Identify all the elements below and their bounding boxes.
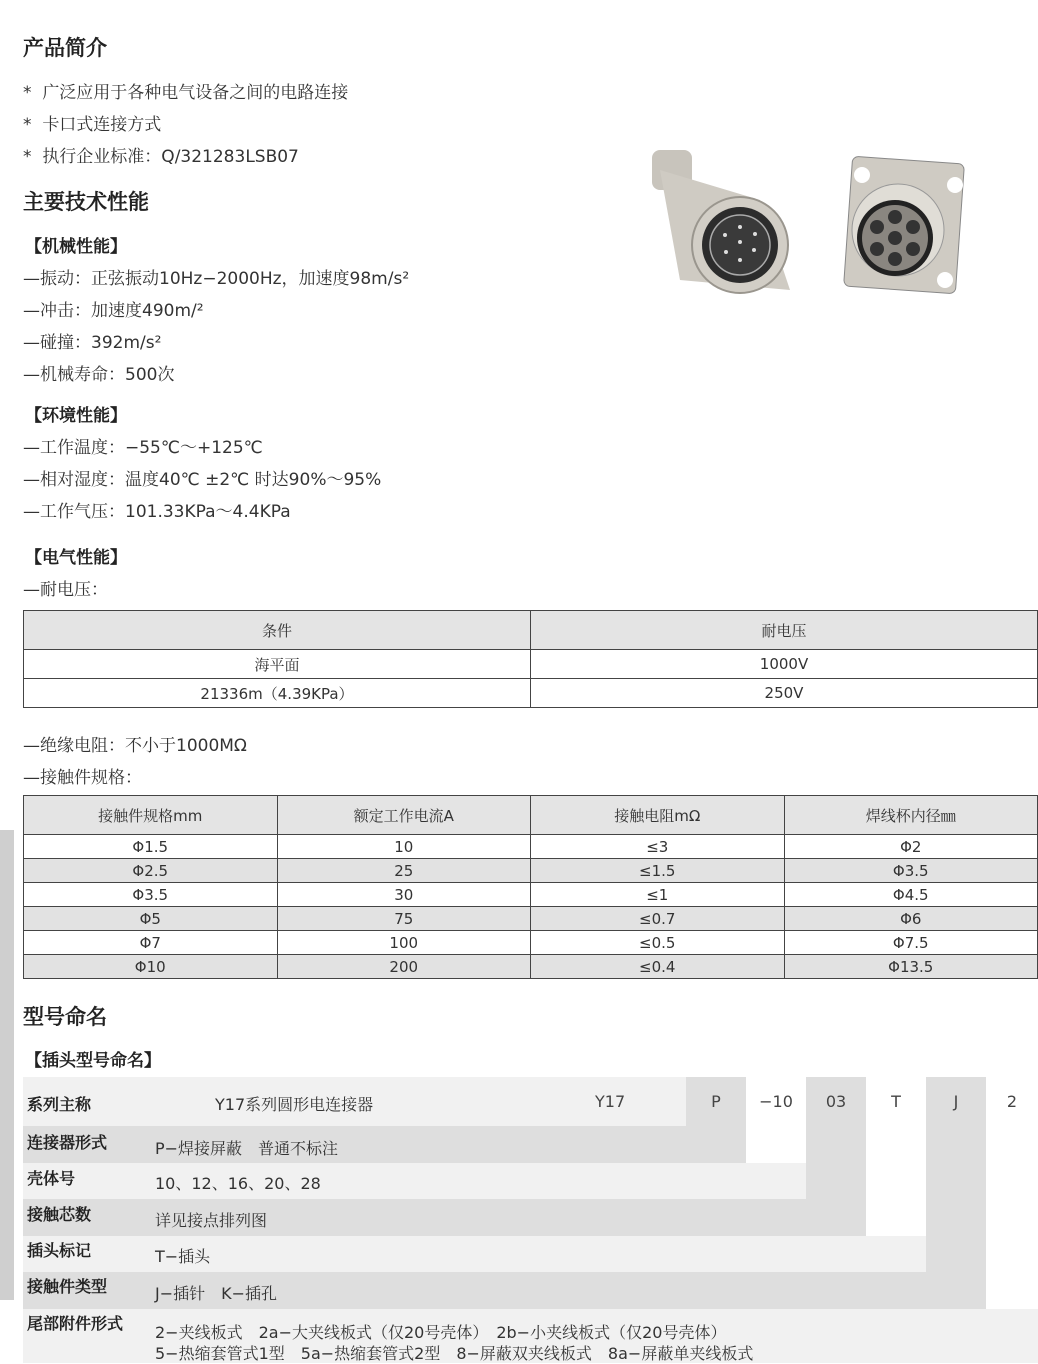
header-cell: 耐电压 [531,611,1038,650]
cell: Φ10 [24,955,278,979]
cell: Φ5 [24,907,278,931]
header-cell: 焊线杯内径㎜ [784,796,1038,835]
cell: Φ6 [784,907,1038,931]
header-cell: 接触件规格mm [24,796,278,835]
naming-subtitle: 【插头型号命名】 [25,1051,161,1071]
cell: ≤0.4 [531,955,785,979]
cell: Φ7 [24,931,278,955]
table-row [24,679,1038,708]
code-series: Y17 [595,1092,626,1111]
naming-row-label: 尾部附件形式 [27,1314,124,1333]
cell: ≤1.5 [531,859,785,883]
naming-row-value: J−插针 K−插孔 [155,1284,278,1303]
table-row [24,907,1038,931]
intro-title: 产品简介 [23,36,107,60]
cell: Φ3.5 [784,859,1038,883]
cell: Φ4.5 [784,883,1038,907]
cell: 100 [277,931,531,955]
naming-row-label: 接触芯数 [27,1205,92,1224]
cell: 250V [531,679,1038,708]
naming-row-label: 壳体号 [27,1169,76,1188]
specs-title: 主要技术性能 [23,190,149,214]
spec-line: —相对湿度：温度40℃ ±2℃ 时达90%～95% [23,470,382,490]
receptacle-connector-image [844,156,965,293]
cell: 75 [277,907,531,931]
cell: Φ7.5 [784,931,1038,955]
cell: Φ3.5 [24,883,278,907]
code-plug-mark: T [891,1092,901,1111]
side-tab [0,830,14,1300]
bullet-1: * 广泛应用于各种电气设备之间的电路连接 [23,83,349,103]
naming-row-value: 10、12、16、20、28 [155,1174,321,1193]
naming-row-value: 2−夹线板式 2a−大夹线板式（仅20号壳体） 2b−小夹线板式（仅20号壳体） [155,1323,727,1342]
cell: ≤0.5 [531,931,785,955]
electrical-label: 【电气性能】 [25,548,127,568]
naming-row-value-2: 5−热缩套管式1型 5a−热缩套管式2型 8−屏蔽双夹线板式 8a−屏蔽单夹线板式 [155,1344,754,1363]
voltage-table [23,610,1038,708]
bullet-2: * 卡口式连接方式 [23,115,162,135]
naming-row-label: 插头标记 [27,1241,92,1260]
cell: 200 [277,955,531,979]
cell: ≤3 [531,835,785,859]
cell: 10 [277,835,531,859]
bullet-3: * 执行企业标准：Q/321283LSB07 [23,147,299,167]
table-row [24,883,1038,907]
contact-label: —接触件规格： [23,768,142,788]
naming-row-value: T−插头 [155,1247,211,1266]
cell: 25 [277,859,531,883]
insulation-resistance: —绝缘电阻：不小于1000MΩ [23,736,247,756]
plug-connector-image [652,150,790,293]
code-shell-size: −10 [759,1092,793,1111]
table-row [24,835,1038,859]
cell: ≤0.7 [531,907,785,931]
cell: ≤1 [531,883,785,907]
code-contact-type: J [953,1092,959,1111]
cell: Φ13.5 [784,955,1038,979]
series-description: Y17系列圆形电连接器 [215,1095,374,1114]
header-cell: 接触电阻mΩ [531,796,785,835]
cell: 30 [277,883,531,907]
cell: Φ2.5 [24,859,278,883]
mechanical-label: 【机械性能】 [25,237,127,257]
table-row [24,650,1038,679]
naming-row-value: P−焊接屏蔽 普通不标注 [155,1139,339,1158]
naming-title: 型号命名 [23,1005,107,1029]
code-tail-accessory: 2 [1006,1092,1018,1111]
spec-line: —碰撞：392m/s² [23,333,162,353]
environment-label: 【环境性能】 [25,406,127,426]
cell: 海平面 [24,650,531,679]
spec-line: —工作温度：−55℃～+125℃ [23,438,263,458]
table-row [24,859,1038,883]
table-row [24,931,1038,955]
naming-row-value: 详见接点排列图 [155,1211,268,1230]
spec-line: —机械寿命：500次 [23,365,175,385]
cell: Φ2 [784,835,1038,859]
connector-product-photo [640,130,970,310]
voltage-label: —耐电压： [23,580,108,600]
code-contact-count: 03 [825,1092,847,1111]
cell: 1000V [531,650,1038,679]
table-row [24,955,1038,979]
naming-row-label: 接触件类型 [27,1277,108,1296]
header-cell: 条件 [24,611,531,650]
naming-row-label: 连接器形式 [27,1133,108,1152]
spec-line: —冲击：加速度490m/² [23,301,204,321]
code-connector-form: P [711,1092,721,1111]
header-cell: 额定工作电流A [277,796,531,835]
contact-spec-table [23,795,1038,979]
spec-line: —振动：正弦振动10Hz−2000Hz，加速度98m/s² [23,269,410,289]
naming-row-label: 系列主称 [27,1095,92,1114]
cell: 21336m（4.39KPa） [24,679,531,708]
cell: Φ1.5 [24,835,278,859]
spec-line: —工作气压：101.33KPa～4.4KPa [23,502,291,522]
